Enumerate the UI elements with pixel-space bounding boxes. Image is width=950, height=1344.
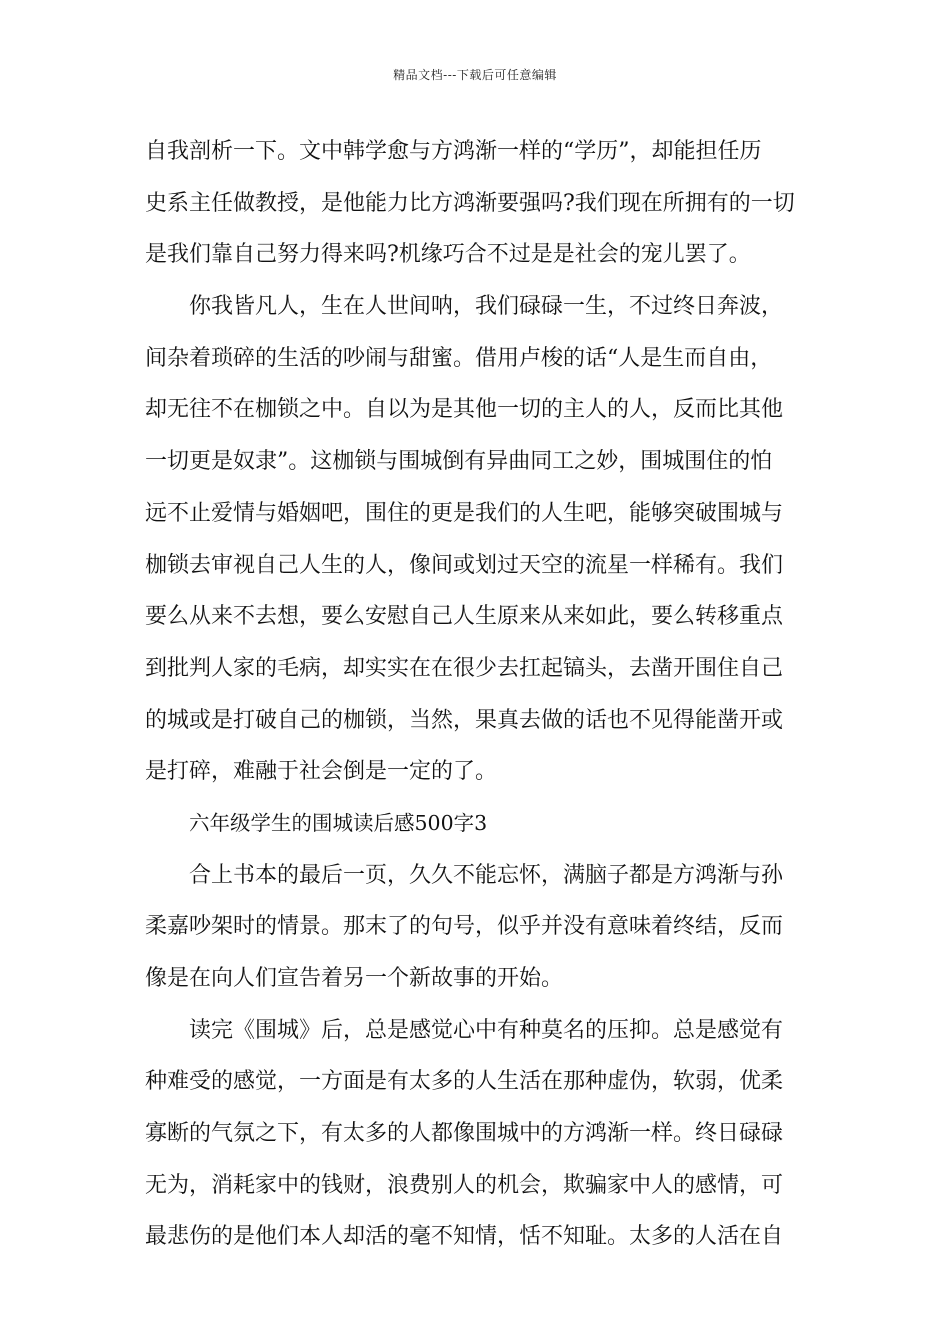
document-body bbox=[145, 126, 810, 1263]
text-line: 远不止爱情与婚姻吧，围住的更是我们的人生吧，能够突破围城与 bbox=[145, 500, 784, 526]
text-line: 柔嘉吵架时的情景。那末了的句号，似乎并没有意味着终结，反而 bbox=[145, 914, 784, 940]
text-line: 枷锁去审视自己人生的人，像间或划过天空的流星一样稀有。我们 bbox=[145, 552, 784, 578]
text-line: 的城或是打破自己的枷锁，当然，果真去做的话也不见得能凿开或 bbox=[145, 707, 784, 733]
text-line: 到批判人家的毛病，却实实在在很少去扛起镐头，去凿开围住自己 bbox=[145, 655, 784, 681]
text-line: 自我剖析一下。文中韩学愈与方鸿渐一样的“学历”，却能担任历 bbox=[145, 139, 762, 164]
text-line: 种难受的感觉，一方面是有太多的人生活在那种虚伪，软弱，优柔 bbox=[145, 1069, 784, 1095]
text-line: 要么从来不去想，要么安慰自己人生原来从来如此，要么转移重点 bbox=[145, 604, 784, 630]
text-line: 一切更是奴隶”。这枷锁与围城倒有异曲同工之妙，围城围住的怕 bbox=[145, 449, 773, 475]
text-line: 无为，消耗家中的钱财，浪费别人的机会，欺骗家中人的感情，可 bbox=[145, 1172, 784, 1198]
text-line: 却无往不在枷锁之中。自以为是其他一切的主人的人，反而比其他 bbox=[145, 397, 784, 423]
text-line: 是打碎，难融于社会倒是一定的了。 bbox=[145, 759, 498, 785]
text-line: 寡断的气氛之下，有太多的人都像围城中的方鸿渐一样。终日碌碌 bbox=[145, 1121, 784, 1147]
text-line: 读完《围城》后，总是感觉心中有种莫名的压抑。总是感觉有 bbox=[189, 1017, 784, 1043]
section-heading: 六年级学生的围城读后感500字3 bbox=[189, 810, 488, 835]
text-line: 最悲伤的是他们本人却活的毫不知情，恬不知耻。太多的人活在自 bbox=[145, 1224, 784, 1250]
text-line: 史系主任做教授，是他能力比方鸿渐要强吗?我们现在所拥有的一切 bbox=[145, 190, 795, 216]
text-line: 像是在向人们宣告着另一个新故事的开始。 bbox=[145, 966, 564, 991]
text-line: 是我们靠自己努力得来吗?机缘巧合不过是是社会的宠儿罢了。 bbox=[145, 242, 751, 268]
text-line: 间杂着琐碎的生活的吵闹与甜蜜。借用卢梭的话“人是生而自由， bbox=[145, 345, 773, 371]
document-header: 精品文档---下载后可任意编辑 bbox=[393, 68, 557, 82]
text-line: 合上书本的最后一页，久久不能忘怀，满脑子都是方鸿渐与孙 bbox=[189, 862, 784, 888]
text-line: 你我皆凡人，生在人世间呐，我们碌碌一生，不过终日奔波， bbox=[189, 294, 784, 320]
